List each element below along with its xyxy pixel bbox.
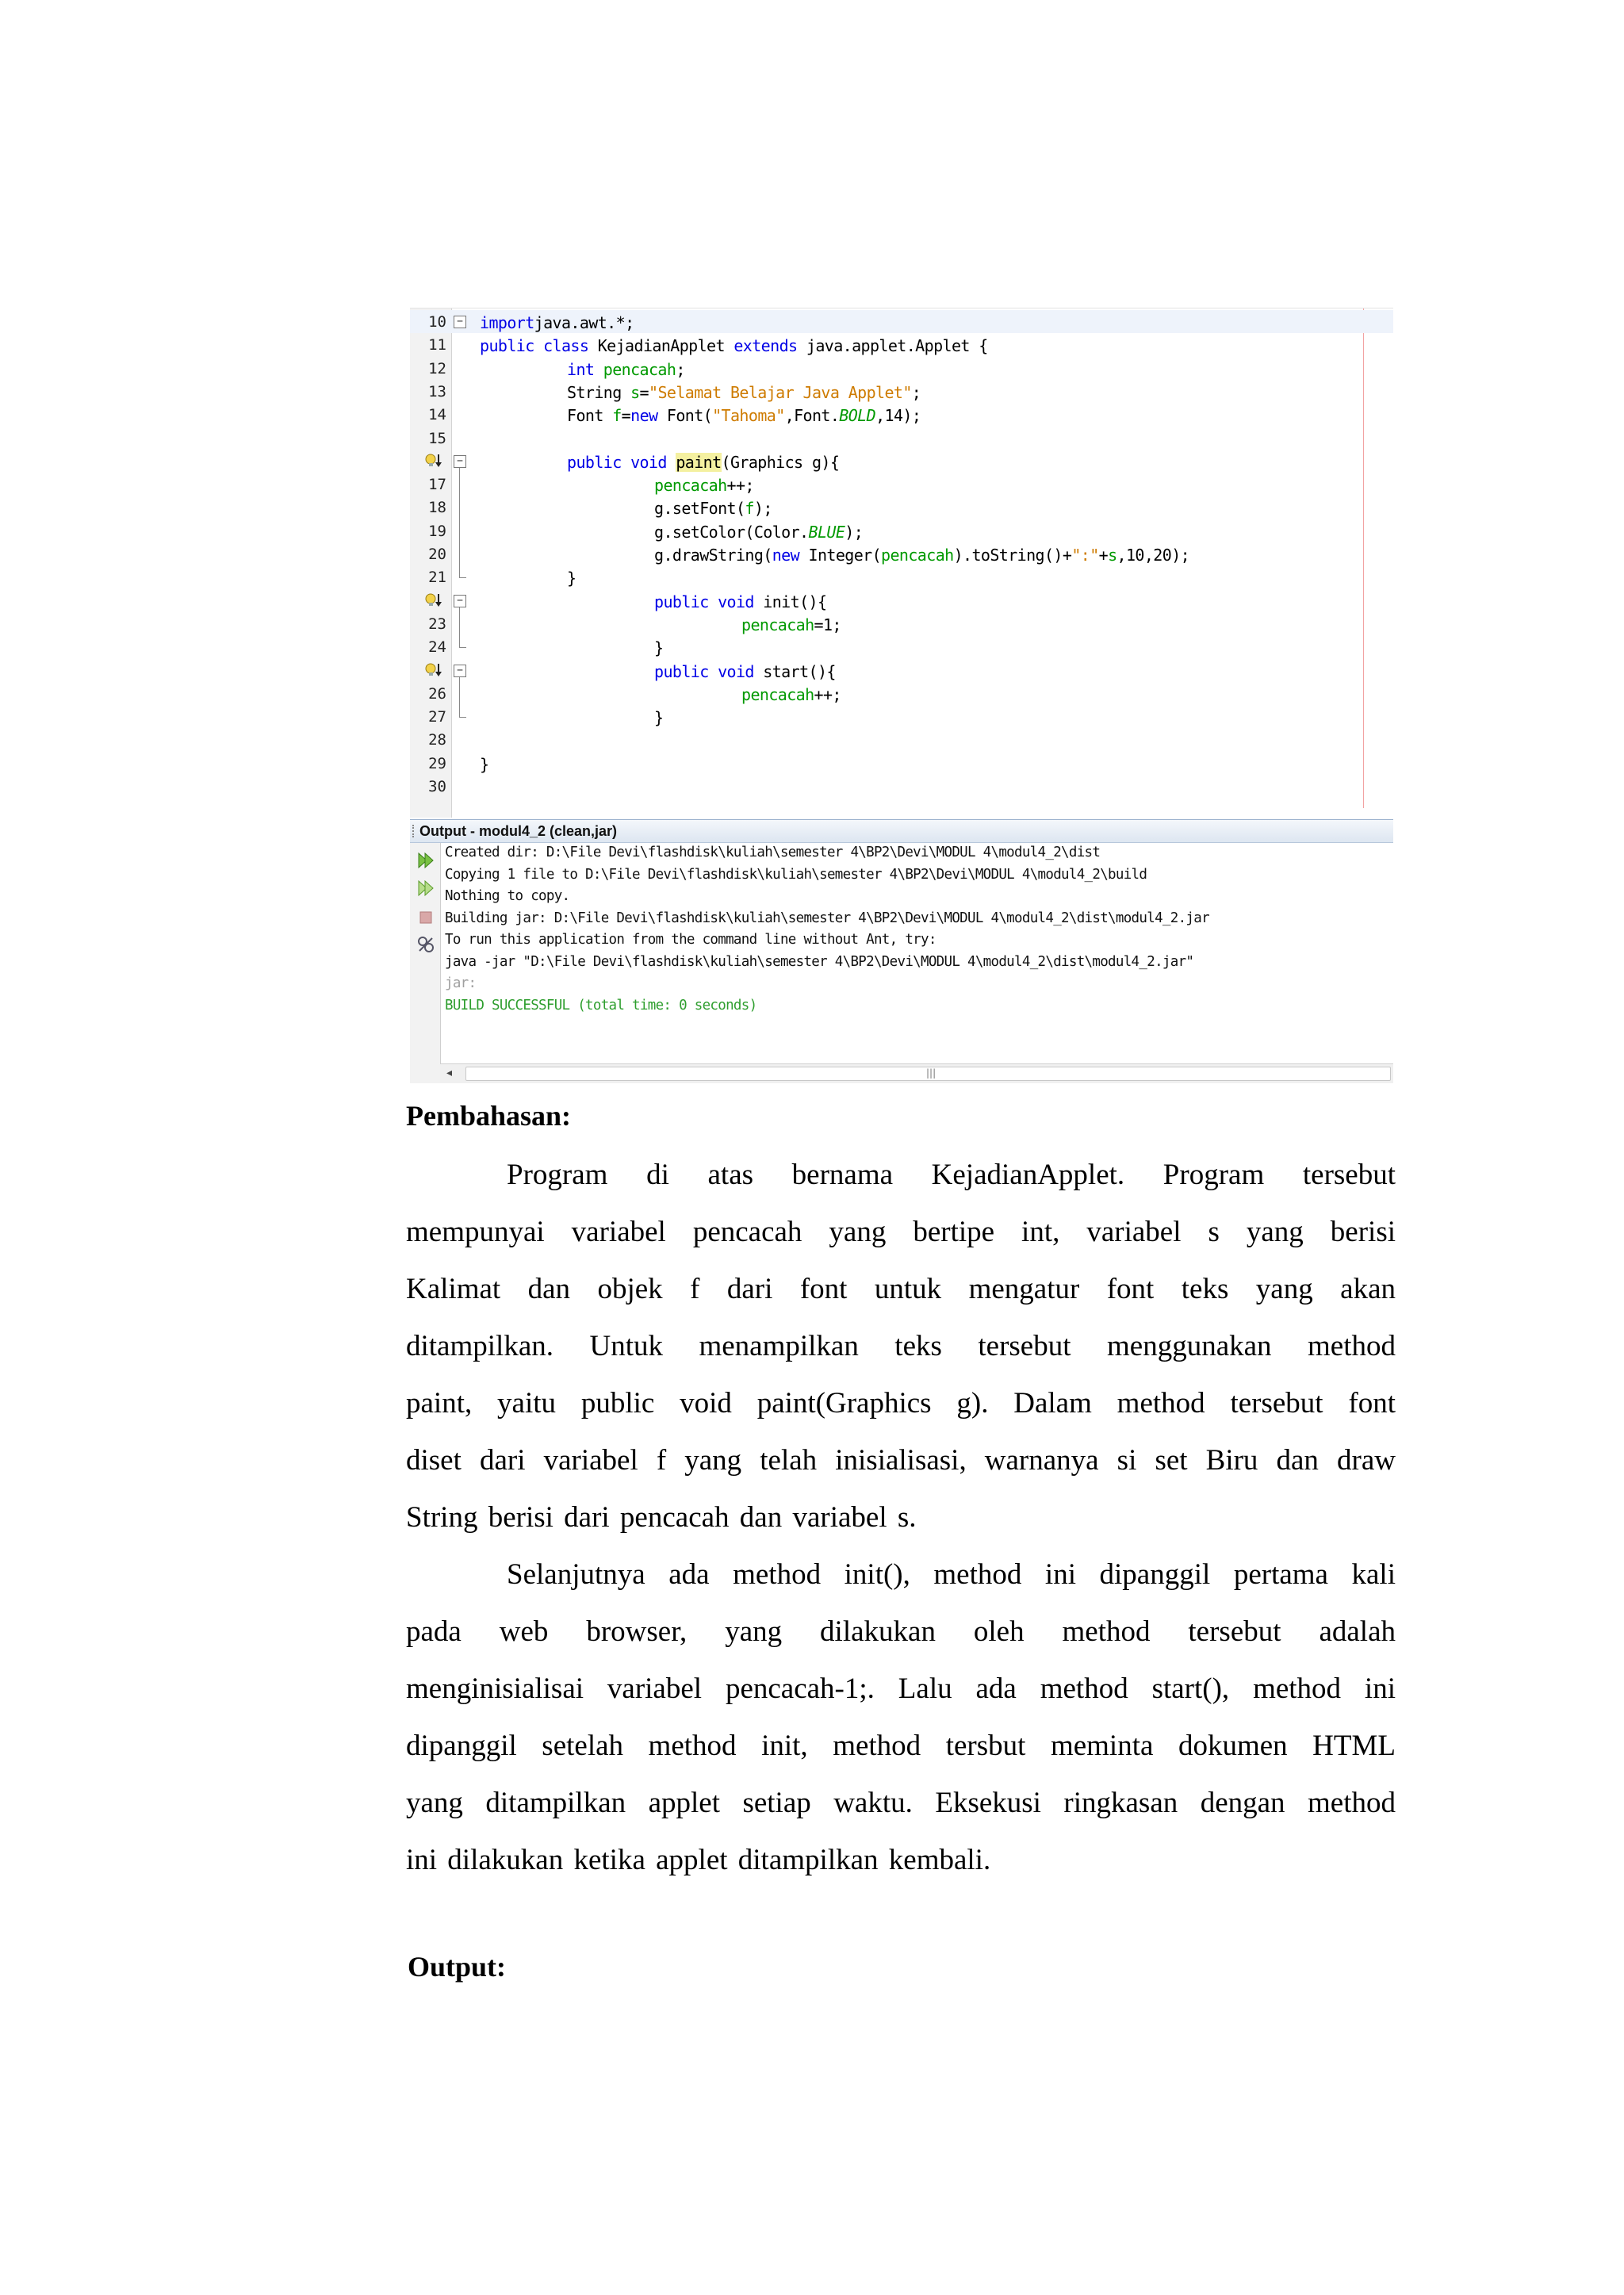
line-number: 18 [428, 499, 446, 517]
output-line: Created dir: D:\File Devi\flashdisk\kuliah\semester 4\BP2\Devi\MODUL 4\modul4_2\dist [445, 845, 1101, 860]
stop-icon[interactable] [416, 908, 435, 927]
fold-toggle-icon[interactable]: − [454, 316, 466, 328]
line-number: 26 [428, 684, 446, 703]
output-line: Copying 1 file to D:\File Devi\flashdisk\kuliah\semester 4\BP2\Devi\MODUL 4\modul4_2\build [445, 866, 1147, 883]
code-line[interactable] [410, 565, 1393, 588]
output-line: BUILD SUCCESSFUL (total time: 0 seconds) [445, 997, 757, 1013]
line-number: 10 [428, 313, 446, 331]
line-number: 14 [428, 406, 446, 424]
code-line[interactable] [410, 357, 1393, 380]
paragraph-line: yang ditampilkan applet setiap waktu. Eksekusi ringkasan dengan method [406, 1787, 1396, 1819]
code-text: public void paint(Graphics g){ [567, 452, 840, 472]
code-line[interactable] [410, 728, 1393, 751]
line-number: 20 [428, 546, 446, 563]
code-line[interactable] [410, 496, 1393, 519]
code-line[interactable] [410, 542, 1393, 565]
scroll-left-icon[interactable]: ◂ [446, 1067, 453, 1079]
paragraph-line: menginisialisai variabel pencacah-1;. Lalu ada method start(), method ini [406, 1672, 1396, 1705]
code-line[interactable] [410, 775, 1393, 798]
code-text: } [567, 569, 576, 588]
output-line: jar: [445, 975, 477, 991]
paragraph-line: diset dari variabel f yang telah inisialisasi, warnanya si set Biru dan draw [406, 1444, 1396, 1477]
output-console[interactable] [445, 845, 1388, 1019]
line-number: 11 [428, 336, 446, 354]
drag-grip-icon[interactable] [412, 825, 416, 837]
output-line: To run this application from the command line without Ant, try: [445, 932, 936, 948]
code-text: String s="Selamat Belajar Java Applet"; [567, 382, 921, 402]
code-line[interactable] [410, 380, 1393, 403]
code-text: public void start(){ [654, 661, 836, 681]
code-text: } [480, 754, 489, 774]
fold-end [459, 717, 466, 718]
code-line[interactable] [410, 310, 1393, 333]
fold-end [459, 647, 466, 648]
output-line: Building jar: D:\File Devi\flashdisk\kuliah\semester 4\BP2\Devi\MODUL 4\modul4_2\dist\modul4_2.jar [445, 910, 1209, 926]
scrollbar-thumb[interactable] [465, 1067, 1391, 1081]
code-editor [410, 308, 1393, 818]
code-line[interactable] [410, 589, 1393, 612]
output-line: Nothing to copy. [445, 888, 570, 904]
line-number: 30 [428, 778, 446, 795]
output-header [410, 819, 1393, 843]
paragraph-line: ditampilkan. Untuk menampilkan teks tersebut menggunakan method [406, 1330, 1396, 1362]
paragraph-line: pada web browser, yang dilakukan oleh method tersebut adalah [406, 1615, 1396, 1648]
line-number: 23 [428, 615, 446, 633]
code-line[interactable] [410, 635, 1393, 658]
fold-toggle-icon[interactable]: − [454, 595, 466, 607]
paragraph-line: Selanjutnya ada method init(), method ini dipanggil pertama kali [507, 1558, 1396, 1591]
line-number: 28 [428, 731, 446, 749]
paragraph-line: dipanggil setelah method init, method tersbut meminta dokumen HTML [406, 1730, 1396, 1762]
paragraph-2 [406, 1546, 1396, 1889]
override-annotation-icon[interactable] [424, 453, 443, 469]
code-text: Font f=new Font("Tahoma",Font.BOLD,14); [567, 406, 921, 426]
code-line[interactable] [410, 473, 1393, 496]
paragraph-line: String berisi dari pencacah dan variabel s. [406, 1501, 917, 1534]
rerun-icon[interactable] [416, 851, 435, 870]
paragraph-line: Kalimat dan objek f dari font untuk mengatur font teks yang akan [406, 1273, 1396, 1305]
fold-end [459, 577, 466, 578]
output-title: Output - modul4_2 (clean,jar) [419, 823, 618, 839]
line-number: 12 [428, 359, 446, 377]
heading-output: Output: [408, 1951, 507, 1983]
line-number: 17 [428, 476, 446, 494]
fold-toggle-icon[interactable]: − [454, 455, 466, 468]
fold-toggle-icon[interactable]: − [454, 665, 466, 677]
paragraph-line: paint, yaitu public void paint(Graphics g). Dalam method tersebut font [406, 1387, 1396, 1420]
output-line: java -jar "D:\File Devi\flashdisk\kuliah\semester 4\BP2\Devi\MODUL 4\modul4_2\dist\modul4_2.jar" [445, 953, 1194, 970]
code-text: public class KejadianApplet extends java.applet.Applet { [480, 336, 988, 356]
code-text: public void init(){ [654, 592, 827, 611]
code-line[interactable] [410, 333, 1393, 356]
code-line[interactable] [410, 519, 1393, 542]
code-text: g.setFont(f); [654, 499, 772, 519]
fold-rail [459, 607, 460, 648]
code-text: pencacah=1; [741, 615, 841, 634]
code-line[interactable] [410, 659, 1393, 682]
fold-rail [459, 468, 460, 578]
code-text: importjava.awt.*; [480, 313, 634, 332]
code-text: } [654, 638, 664, 658]
output-panel [410, 819, 1393, 1083]
line-number: 27 [428, 708, 446, 726]
paragraph-1 [406, 1147, 1396, 1546]
heading-pembahasan: Pembahasan: [406, 1100, 572, 1132]
grip-icon: ||| [926, 1067, 936, 1079]
line-number: 13 [428, 382, 446, 400]
code-text: pencacah++; [741, 684, 841, 704]
line-number: 15 [428, 429, 446, 447]
paragraph-line: ini dilakukan ketika applet ditampilkan kembali. [406, 1844, 991, 1876]
line-number: 29 [428, 754, 446, 772]
paragraph-line: Program di atas bernama KejadianApplet. Program tersebut [507, 1159, 1396, 1191]
ide-screenshot [410, 308, 1393, 1083]
line-number: 19 [428, 522, 446, 540]
override-annotation-icon[interactable] [424, 592, 443, 608]
line-number: 21 [428, 569, 446, 587]
code-line[interactable] [410, 403, 1393, 426]
code-text: g.setColor(Color.BLUE); [654, 522, 864, 542]
code-text: g.drawString(new Integer(pencacah).toString()+":"+s,10,20); [654, 546, 1190, 565]
settings-icon[interactable] [416, 935, 435, 954]
code-line[interactable] [410, 682, 1393, 705]
code-line[interactable] [410, 612, 1393, 635]
paragraph-line: mempunyai variabel pencacah yang bertipe int, variabel s yang berisi [406, 1216, 1396, 1248]
output-toolbar [410, 843, 441, 1083]
override-annotation-icon[interactable] [424, 662, 443, 678]
code-line[interactable] [410, 450, 1393, 473]
code-text: pencacah++; [654, 476, 754, 496]
fold-rail [459, 677, 460, 718]
rerun-with-params-icon[interactable] [416, 879, 435, 898]
line-number: 24 [428, 638, 446, 657]
code-text: } [654, 708, 664, 728]
code-line[interactable] [410, 752, 1393, 775]
code-line[interactable] [410, 427, 1393, 450]
code-text: int pencacah; [567, 359, 685, 379]
horizontal-scrollbar[interactable] [440, 1063, 1393, 1083]
code-line[interactable] [410, 705, 1393, 728]
